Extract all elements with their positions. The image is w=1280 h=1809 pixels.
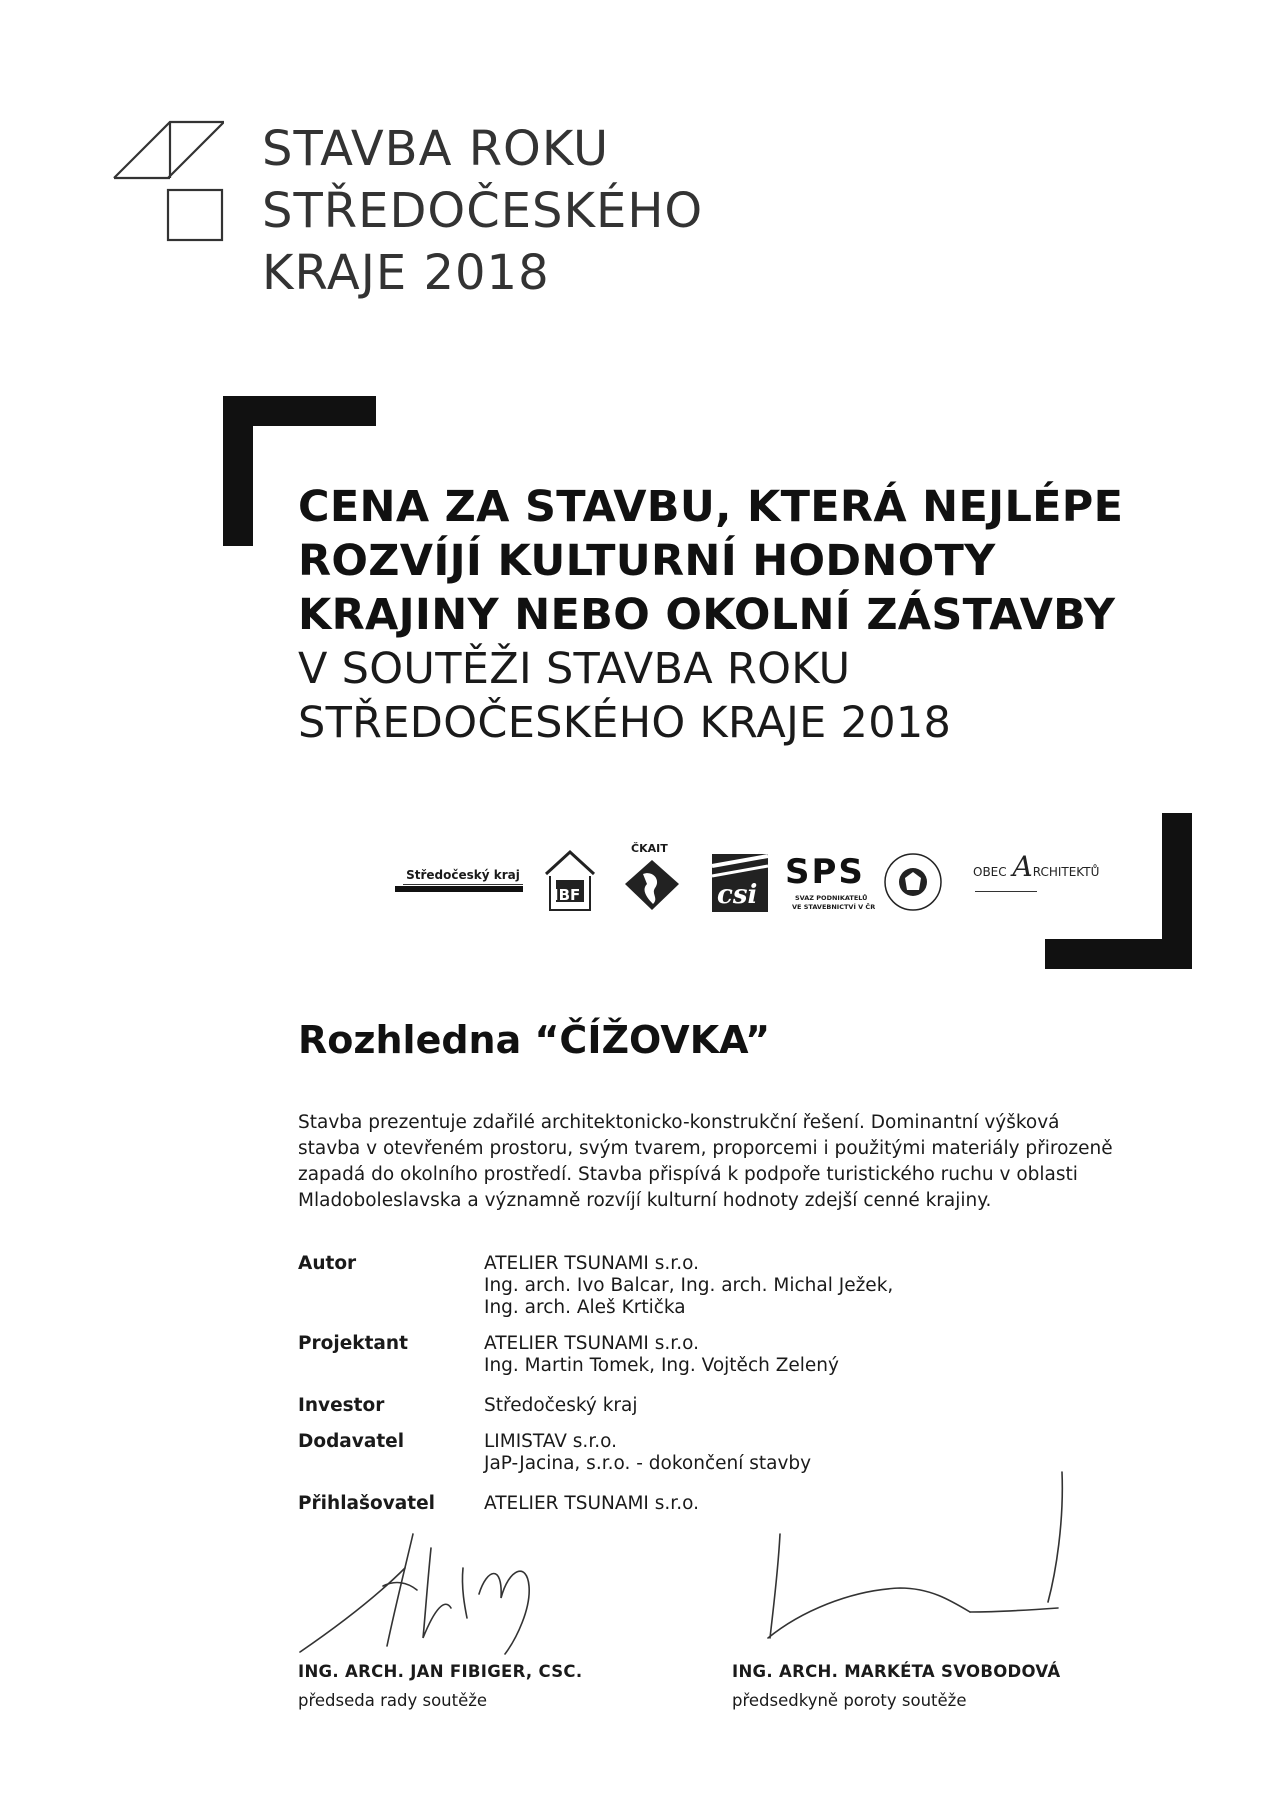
sps-subtitle: VE STAVEBNICTVÍ V ČR [792,903,876,911]
credit-label: Přihlašovatel [298,1493,436,1514]
header-title-line: STAVBA ROKU [262,121,610,177]
credit-value: ATELIER TSUNAMI s.r.o. [484,1493,699,1514]
credit-values [484,1493,699,1515]
description-line: zapadá do okolního prostředí. Stavba přispívá k podpoře turistického ruchu v oblasti [298,1164,1078,1185]
ibf-logo-icon [540,846,600,916]
stredocesky-kraj-label: Středočeský kraj [403,866,523,885]
sps-label: SPS [785,852,865,892]
signature-svobodova-icon [740,1462,1080,1642]
corner-bracket-top-left [223,396,253,546]
header-title-line: KRAJE 2018 [262,245,550,301]
signature-fibiger-icon [295,1528,595,1658]
credit-value: JaP-Jacina, s.r.o. - dokončení stavby [484,1453,812,1474]
building-title: Rozhledna “ČÍŽOVKA” [298,1018,771,1062]
credit-value: LIMISTAV s.r.o. [484,1431,617,1452]
credit-label: Investor [298,1395,385,1416]
obec-architektu-underline [975,891,1037,892]
description-line: stavba v otevřeném prostoru, svým tvarem, proporcemi i použitými materiály přirozeně [298,1138,1113,1159]
description-line: Mladoboleslavska a významně rozvíjí kulturní hodnoty zdejší cenné krajiny. [298,1190,992,1211]
signature-block-svobodova [732,1662,1060,1710]
credit-value: Ing. Martin Tomek, Ing. Vojtěch Zelený [484,1355,839,1376]
signatory-name: ING. ARCH. JAN FIBIGER, CSC. [298,1662,583,1681]
stredocesky-kraj-bar [395,886,523,892]
credit-value: Středočeský kraj [484,1395,638,1416]
obec-architektu-a-icon: A [1012,850,1033,883]
sps-subtitle: SVAZ PODNIKATELŮ [795,894,868,902]
obec-architektu-word: OBEC [973,865,1007,879]
signatory-role: předseda rady soutěže [298,1691,488,1710]
ibf-label: IBF [553,886,581,904]
hospodarska-komora-seal-icon [883,850,943,914]
credit-label: Dodavatel [298,1431,405,1452]
competition-logo-icon [112,118,224,242]
credit-values [484,1395,638,1417]
credit-value: Ing. arch. Aleš Krtička [484,1297,686,1318]
credit-label: Autor [298,1253,357,1274]
headline-bold-line: KRAJINY NEBO OKOLNÍ ZÁSTAVBY [298,590,1116,640]
credit-values [484,1253,893,1319]
award-headline [298,480,1178,750]
ckait-logo-icon [623,858,681,912]
credit-label: Projektant [298,1333,408,1354]
obec-architektu-logo [973,850,1100,892]
description-line: Stavba prezentuje zdařilé architektonicko-konstrukční řešení. Dominantní výšková [298,1112,1060,1133]
obec-architektu-word: RCHITEKTŮ [1032,865,1100,879]
credit-value: Ing. arch. Ivo Balcar, Ing. arch. Michal Ježek, [484,1275,894,1296]
csi-label: csi [717,880,758,910]
header-title-line: STŘEDOČESKÉHO [262,183,704,239]
signatory-name: ING. ARCH. MARKÉTA SVOBODOVÁ [732,1662,1061,1681]
credit-values [484,1333,839,1377]
corner-bracket-bottom-right [1045,939,1192,969]
ckait-label: ČKAIT [631,842,668,855]
stredocesky-kraj-logo [395,866,525,892]
signatory-role: předsedkyně poroty soutěže [732,1691,967,1710]
building-description [298,1110,1188,1214]
signature-block-fibiger [298,1662,582,1710]
headline-bold-line: ROZVÍJÍ KULTURNÍ HODNOTY [298,536,996,586]
headline-light-line: STŘEDOČESKÉHO KRAJE 2018 [298,698,952,748]
headline-bold-line: CENA ZA STAVBU, KTERÁ NEJLÉPE [298,482,1124,532]
credit-value: ATELIER TSUNAMI s.r.o. [484,1253,699,1274]
partner-logos [395,842,1140,934]
headline-light-line: V SOUTĚŽI STAVBA ROKU [298,644,851,694]
credit-value: ATELIER TSUNAMI s.r.o. [484,1333,699,1354]
header-title [262,118,703,304]
